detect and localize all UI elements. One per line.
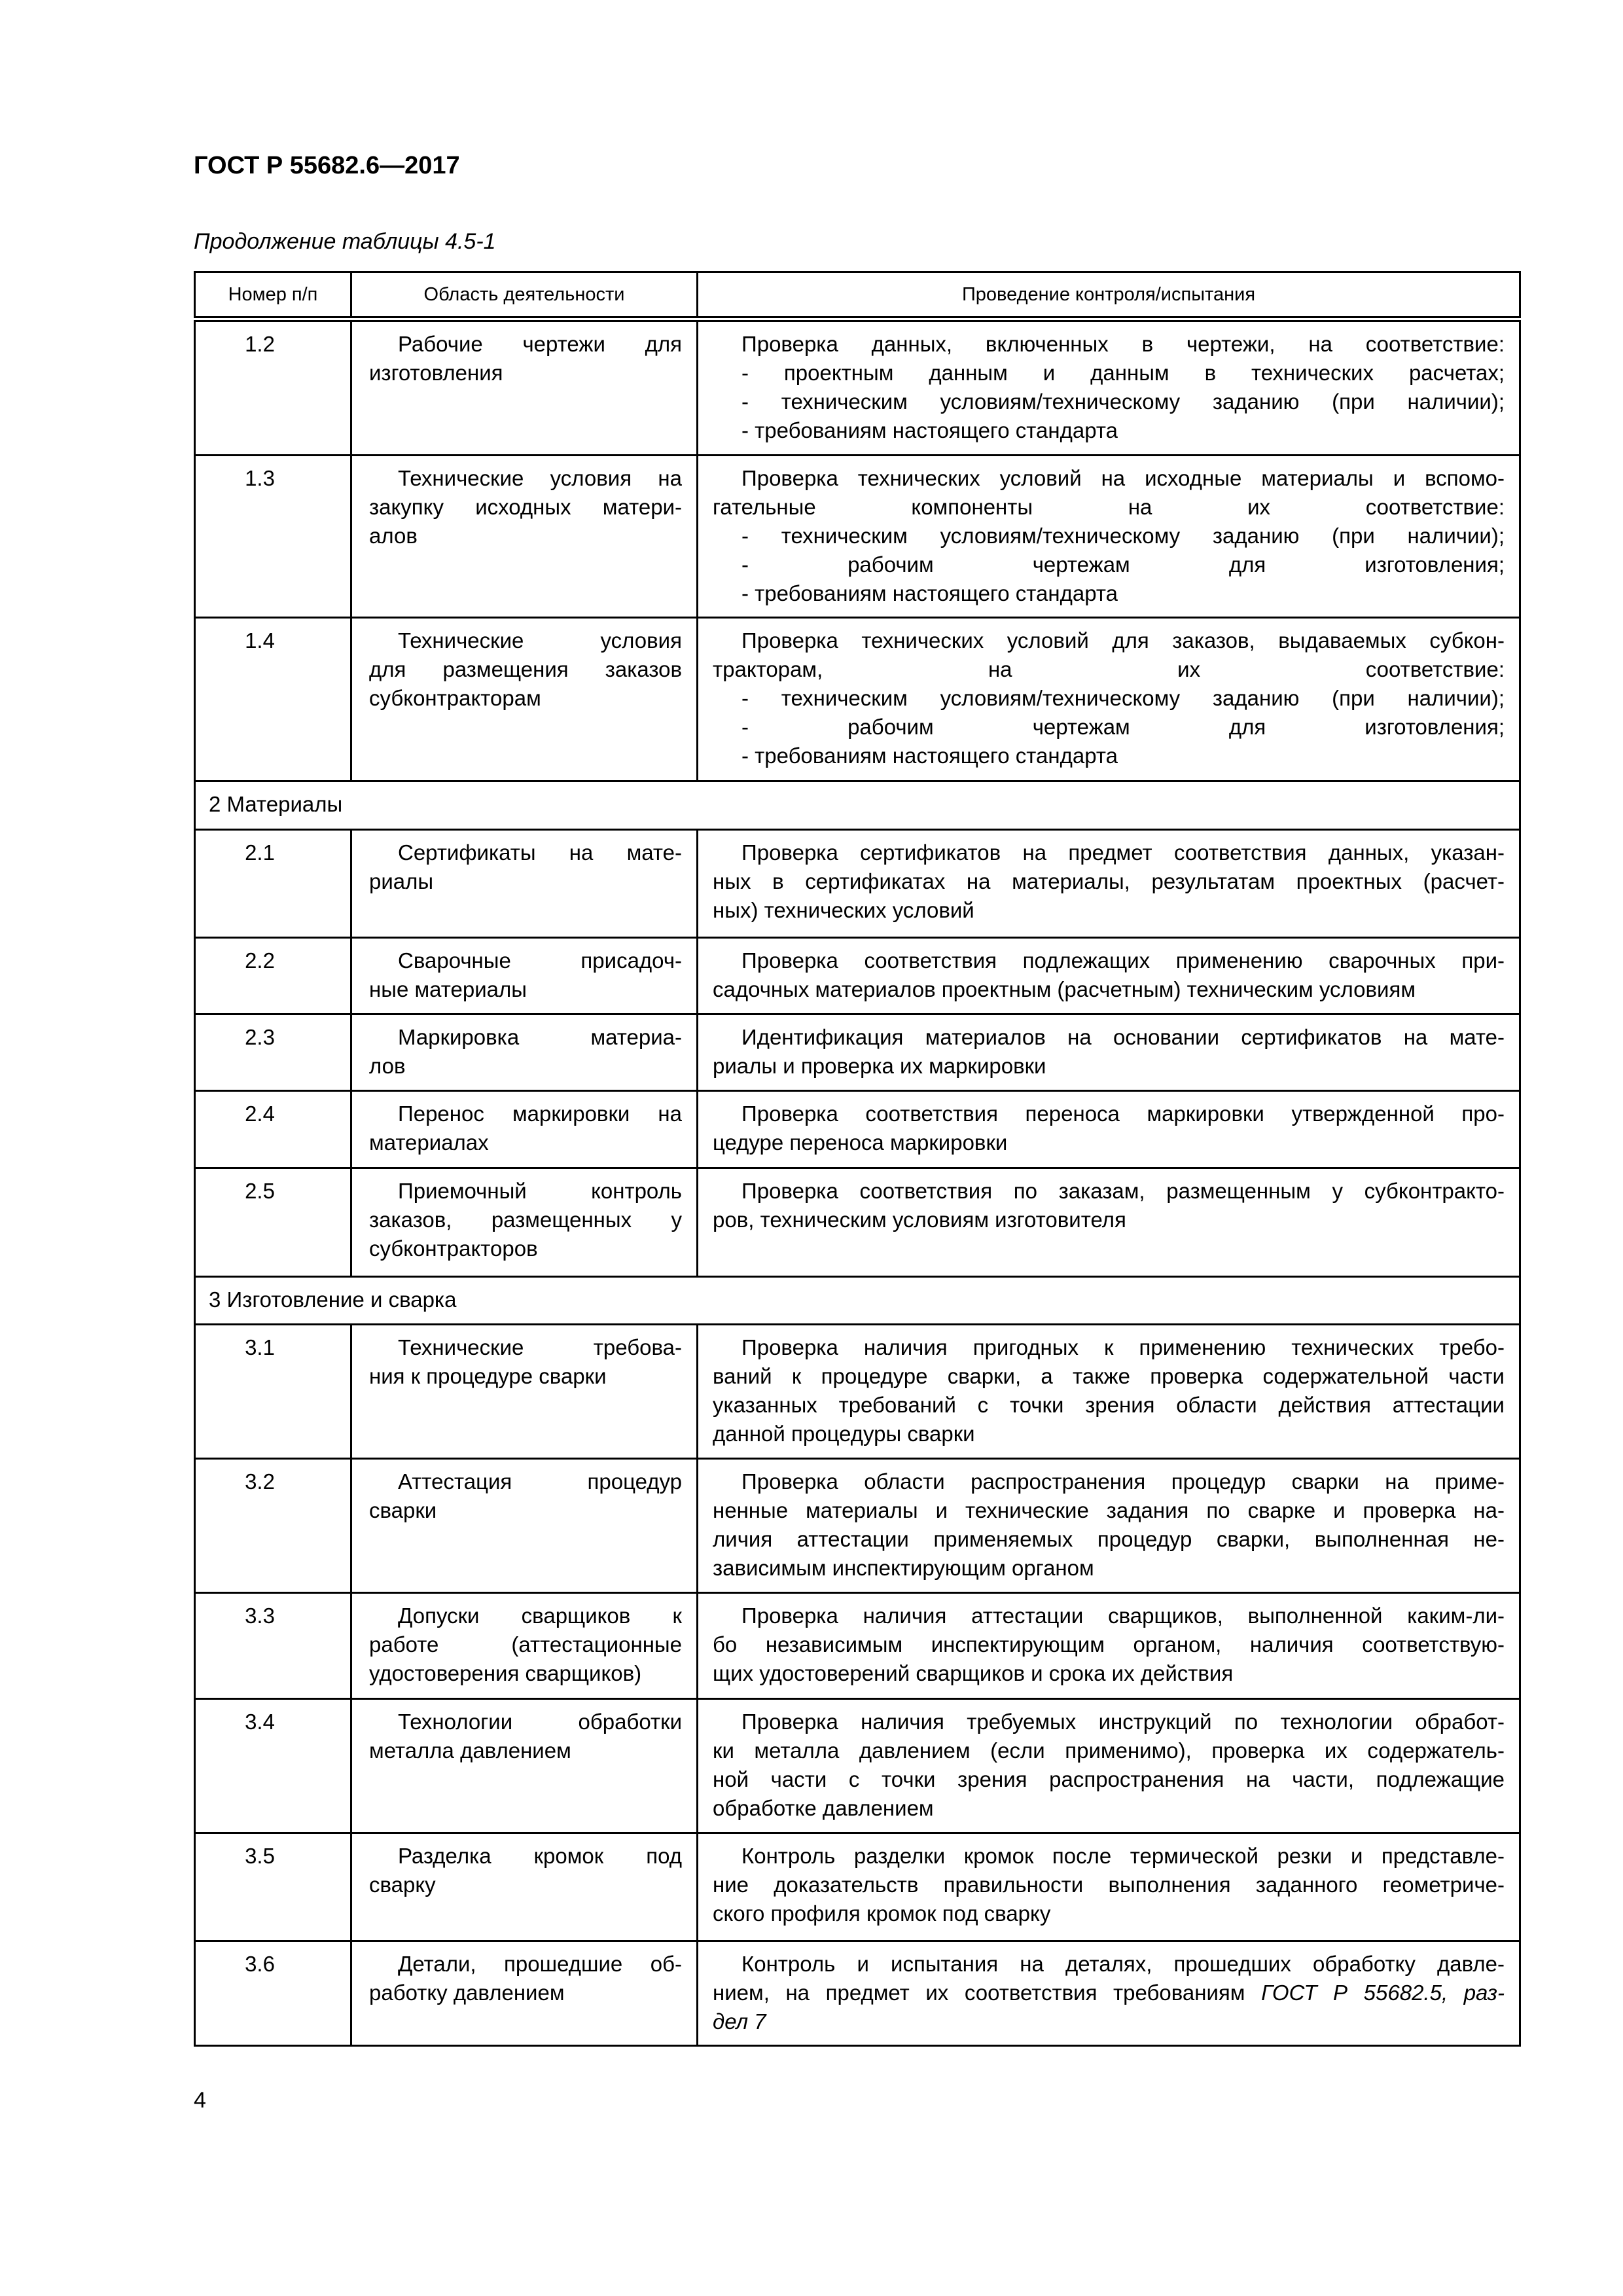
table-row	[195, 1699, 1520, 1833]
control-check-line: Проверка соответствия переноса маркировки утвержденной про-	[741, 1102, 1505, 1126]
control-check-cell	[698, 938, 1520, 1014]
control-check-line: ского профиля кромок под сварку	[713, 1901, 1051, 1926]
control-check-line: Проверка технических условий для заказов, выдаваемых субкон-	[741, 628, 1505, 653]
control-check-cell	[698, 319, 1520, 456]
control-check-line: - техническим условиям/техническому заданию (при наличии);	[741, 524, 1505, 548]
table-row	[195, 456, 1520, 618]
activity-area-line: ные материалы	[369, 977, 527, 1001]
row-number: 3.4	[195, 1699, 351, 1833]
control-check-cell	[698, 456, 1520, 618]
table-body	[195, 319, 1520, 2046]
table-row	[195, 1168, 1520, 1277]
control-check-cell	[698, 1014, 1520, 1091]
activity-area-line: Разделка кромок под	[398, 1844, 682, 1868]
activity-area-line: Технические условия на	[398, 466, 682, 490]
control-check-line: ние доказательств правильности выполнения заданного геометриче-	[713, 1873, 1505, 1897]
control-check-line: - проектным данным и данным в технических расчетах;	[741, 361, 1505, 385]
table-row	[195, 618, 1520, 781]
activity-area-line: Маркировка материа-	[398, 1025, 682, 1049]
control-check-line: - рабочим чертежам для изготовления;	[741, 715, 1505, 739]
activity-area-cell	[351, 319, 698, 456]
activity-area-line: Сертификаты на мате-	[398, 840, 682, 865]
control-check-line: обработке давлением	[713, 1796, 934, 1820]
activity-area-line: Допуски сварщиков к	[398, 1604, 682, 1628]
control-check-line: ных) технических условий	[713, 898, 974, 922]
activity-area-line: сварку	[369, 1873, 436, 1897]
control-check-line: - техническим условиям/техническому заданию (при наличии);	[741, 389, 1505, 414]
activity-area-cell	[351, 1459, 698, 1593]
control-check-cell	[698, 830, 1520, 938]
row-number: 1.2	[195, 319, 351, 456]
control-check-line: тракторам, на их соответствие:	[713, 657, 1505, 681]
activity-area-line: изготовления	[369, 361, 503, 385]
table-row	[195, 1593, 1520, 1699]
row-number: 2.1	[195, 830, 351, 938]
control-check-line: Контроль разделки кромок после термической резки и представле-	[741, 1844, 1505, 1868]
activity-area-line: металла давлением	[369, 1738, 571, 1763]
control-check-cell	[698, 1699, 1520, 1833]
control-check-line	[713, 1979, 1505, 2007]
control-check-line: Идентификация материалов на основании сертификатов на мате-	[741, 1025, 1505, 1049]
activity-area-line: Технические условия	[398, 628, 682, 653]
activity-area-cell	[351, 1699, 698, 1833]
row-number: 3.1	[195, 1325, 351, 1459]
activity-area-line: ния к процедуре сварки	[369, 1364, 607, 1388]
standard-reference: ГОСТ Р 55682.5, раз-	[1261, 1981, 1505, 2005]
row-number: 2.2	[195, 938, 351, 1014]
row-number: 1.3	[195, 456, 351, 618]
control-check-cell	[698, 1941, 1520, 2046]
row-number: 2.4	[195, 1091, 351, 1168]
activity-area-cell	[351, 1941, 698, 2046]
control-check-line: - требованиям настоящего стандарта	[741, 581, 1118, 605]
activity-area-cell	[351, 456, 698, 618]
activity-area-line: работе (аттестационные	[369, 1632, 682, 1657]
check-text: нием, на предмет их соответствия требованиям	[713, 1981, 1262, 2005]
page-number: 4	[194, 2088, 206, 2113]
control-check-line: данной процедуры сварки	[713, 1422, 975, 1446]
activity-area-line: Технологии обработки	[398, 1710, 682, 1734]
activity-area-line: заказов, размещенных у	[369, 1208, 682, 1232]
control-check-line: указанных требований с точки зрения области действия аттестации	[713, 1393, 1505, 1417]
control-check-line: - техническим условиям/техническому заданию (при наличии);	[741, 686, 1505, 710]
control-check-line: ненные материалы и технические задания по сварке и проверка на-	[713, 1498, 1505, 1522]
table-row	[195, 1833, 1520, 1941]
control-check-line: Проверка соответствия подлежащих применению сварочных при-	[741, 948, 1505, 973]
activity-area-line: Аттестация процедур	[398, 1469, 682, 1494]
control-check-line: бо независимым инспектирующим органом, наличия соответствую-	[713, 1632, 1505, 1657]
activity-area-cell	[351, 830, 698, 938]
control-check-line: Проверка наличия пригодных к применению технических требо-	[741, 1335, 1505, 1359]
control-check-cell	[698, 1168, 1520, 1277]
activity-area-line: Технические требова-	[398, 1335, 682, 1359]
activity-area-cell	[351, 618, 698, 781]
control-check-line: ных в сертификатах на материалы, результатам проектных (расчет-	[713, 869, 1505, 893]
activity-area-line: субконтракторов	[369, 1236, 538, 1261]
control-check-line: риалы и проверка их маркировки	[713, 1054, 1046, 1078]
activity-area-line: алов	[369, 524, 418, 548]
control-check-line: гательные компоненты на их соответствие:	[713, 495, 1505, 519]
activity-area-cell	[351, 938, 698, 1014]
activity-area-line: закупку исходных матери-	[369, 495, 682, 519]
table-row	[195, 1941, 1520, 2046]
control-check-cell	[698, 618, 1520, 781]
activity-area-line: Приемочный контроль	[398, 1179, 682, 1203]
table-row	[195, 319, 1520, 456]
activity-area-line: Рабочие чертежи для	[398, 332, 682, 356]
row-number: 3.2	[195, 1459, 351, 1593]
column-header-number: Номер п/п	[195, 272, 351, 319]
activity-area-cell	[351, 1593, 698, 1699]
activity-area-cell	[351, 1091, 698, 1168]
table-caption: Продолжение таблицы 4.5-1	[194, 229, 496, 254]
activity-area-line: Детали, прошедшие об-	[398, 1952, 682, 1976]
control-check-line: Проверка сертификатов на предмет соответствия данных, указан-	[741, 840, 1505, 865]
control-check-cell	[698, 1833, 1520, 1941]
control-check-line: Проверка наличия требуемых инструкций по технологии обработ-	[741, 1710, 1505, 1734]
control-check-line: - требованиям настоящего стандарта	[741, 744, 1118, 768]
row-number: 3.3	[195, 1593, 351, 1699]
control-check-line: - рабочим чертежам для изготовления;	[741, 552, 1505, 577]
row-number: 2.3	[195, 1014, 351, 1091]
section-title: 2 Материалы	[195, 781, 1520, 830]
document-title: ГОСТ Р 55682.6—2017	[194, 152, 460, 179]
control-check-line: ваний к процедуре сварки, а также проверка содержательной части	[713, 1364, 1505, 1388]
control-check-line: Проверка области распространения процедур сварки на приме-	[741, 1469, 1505, 1494]
activity-area-line: удостоверения сварщиков)	[369, 1661, 642, 1685]
control-check-cell	[698, 1325, 1520, 1459]
activity-area-cell	[351, 1168, 698, 1277]
column-header-check: Проведение контроля/испытания	[698, 272, 1520, 319]
table-row	[195, 1014, 1520, 1091]
control-check-line: Контроль и испытания на деталях, прошедших обработку давле-	[741, 1952, 1505, 1976]
activity-area-line: материалах	[369, 1130, 489, 1155]
control-check-line: зависимым инспектирующим органом	[713, 1556, 1094, 1580]
control-check-line: ной части с точки зрения распространения на части, подлежащие	[713, 1767, 1505, 1791]
control-check-line: щих удостоверений сварщиков и срока их действия	[713, 1661, 1234, 1685]
control-check-line: Проверка технических условий на исходные материалы и вспомо-	[741, 466, 1505, 490]
activity-area-cell	[351, 1014, 698, 1091]
control-check-cell	[698, 1593, 1520, 1699]
row-number: 3.6	[195, 1941, 351, 2046]
activity-area-line: Сварочные присадоч-	[398, 948, 682, 973]
control-check-line: цедуре переноса маркировки	[713, 1130, 1008, 1155]
row-number: 3.5	[195, 1833, 351, 1941]
column-header-area: Область деятельности	[351, 272, 698, 319]
activity-area-line: Перенос маркировки на	[398, 1102, 682, 1126]
control-check-line: Проверка наличия аттестации сварщиков, выполненной каким-ли-	[741, 1604, 1505, 1628]
control-check-line: Проверка соответствия по заказам, размещенным у субконтракто-	[741, 1179, 1505, 1203]
control-check-line: ров, техническим условиям изготовителя	[713, 1208, 1126, 1232]
table-row	[195, 1091, 1520, 1168]
table-row	[195, 1459, 1520, 1593]
section-title: 3 Изготовление и сварка	[195, 1277, 1520, 1325]
control-check-cell	[698, 1459, 1520, 1593]
control-table	[194, 271, 1521, 2047]
table-row	[195, 938, 1520, 1014]
section-row	[195, 781, 1520, 830]
section-row	[195, 1277, 1520, 1325]
row-number: 2.5	[195, 1168, 351, 1277]
control-check-line: садочных материалов проектным (расчетным) техническим условиям	[713, 977, 1416, 1001]
activity-area-line: лов	[369, 1054, 406, 1078]
table-header-row	[195, 272, 1520, 319]
standard-reference: дел 7	[713, 2009, 766, 2034]
control-check-line: - требованиям настоящего стандарта	[741, 418, 1118, 442]
activity-area-line: риалы	[369, 869, 434, 893]
activity-area-line: сварки	[369, 1498, 437, 1522]
table-row	[195, 830, 1520, 938]
activity-area-line: субконтракторам	[369, 686, 541, 710]
activity-area-cell	[351, 1325, 698, 1459]
control-check-line: личия аттестации применяемых процедур сварки, выполненная не-	[713, 1527, 1505, 1551]
control-check-line: ки металла давлением (если применимо), проверка их содержатель-	[713, 1738, 1505, 1763]
activity-area-line: работку давлением	[369, 1981, 565, 2005]
activity-area-cell	[351, 1833, 698, 1941]
control-check-line	[713, 2007, 1505, 2036]
control-check-line: Проверка данных, включенных в чертежи, на соответствие:	[741, 332, 1505, 356]
control-check-cell	[698, 1091, 1520, 1168]
table-row	[195, 1325, 1520, 1459]
row-number: 1.4	[195, 618, 351, 781]
activity-area-line: для размещения заказов	[369, 657, 682, 681]
